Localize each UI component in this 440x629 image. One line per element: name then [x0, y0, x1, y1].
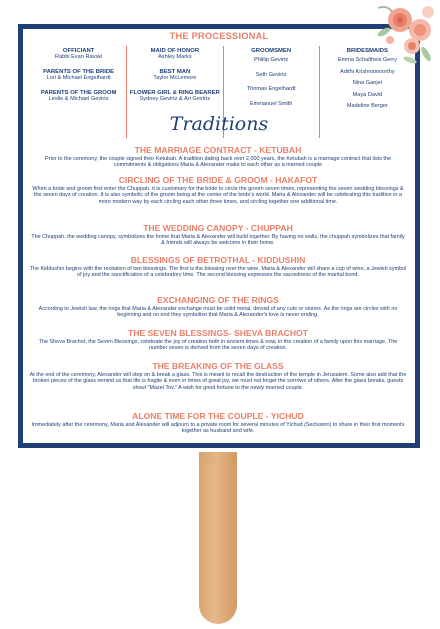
tradition-heading: EXCHANGING OF THE RINGS [157, 295, 279, 305]
tradition-text: The Sheva Brachot, the Seven Blessings, celebrate the joy of creation both in ancient times & now, in the creation of a family upon this marriage. The number seven is derived from the seven days of creation. [38, 338, 398, 352]
tradition-heading: THE MARRIAGE CONTRACT - KETUBAH [134, 145, 302, 155]
tradition-heading: BLESSINGS OF BETROTHAL - KIDDUSHIN [130, 255, 306, 265]
groomsman: Emmanuel Smith [249, 100, 293, 107]
tradition-glass [29, 361, 407, 391]
bridesmaid: Madeline Berger [346, 103, 388, 109]
tradition-yichud [29, 411, 407, 435]
role-groomsmen: GROOMSMEN [251, 48, 292, 54]
bridesmaid: Maya David [352, 91, 383, 98]
role-flower-ring: FLOWER GIRL & RING BEARER [129, 90, 220, 97]
program-fan [4, 2, 436, 462]
groomsman: Phillip Gevirtz [254, 57, 289, 63]
tradition-sheva-brachot [29, 328, 407, 352]
tradition-text: The Chuppah, the wedding canopy, symbolizes the home that Maria & Alexander will build together. By having no walls, the chuppah symbolizes that family & friends will always be welcome in their home. [31, 233, 405, 247]
name-flower-ring: Sydney Gevirtz & Ari Gevirtz [139, 96, 211, 103]
tradition-heading: THE BREAKING OF THE GLASS [152, 361, 284, 371]
tradition-text: When a bride and groom first enter the Chuppah, it is customary for the bride to circle the groom seven times, representing the seven wedding blessings & the seven days of creation. It is also symbolic of the groom being at the center of the bride's world. Maria & Alexander will be celebrating this tradition in a more modern way by each circling each other three times, and circling together one additional time. [32, 185, 404, 205]
tradition-text: Immediately after the ceremony, Maria and Alexander will adjourn to a private room for several minutes of Yichud (Seclusion) to share in their first moments together as husband and wife. [31, 421, 405, 435]
processional-title: THE PROCESSIONAL [169, 31, 269, 41]
tradition-kiddushin [29, 255, 407, 279]
bridesmaid: Adithi Krishnamoorthy [340, 68, 395, 75]
name-parents-groom: Leslie & Michael Gevirtz [48, 96, 109, 103]
name-officiant: Rabbi Evan Ravski [54, 54, 103, 60]
tradition-ketubah [29, 145, 407, 169]
tradition-text: The Kiddushin begins with the recitation of two blessings. The first is the blessing over the wine. Maria & Alexander will share a cup of wine, a Jewish symbol of joy and the sanctification of a celebratory time. The second blessing expresses the sacredness of the marital bond. [29, 265, 407, 279]
tradition-chuppah [29, 223, 407, 247]
floral-decoration-icon [370, 2, 436, 72]
tradition-heading: CIRCLING OF THE BRIDE & GROOM - HAKAFOT [118, 175, 318, 185]
name-parents-bride: Lori & Michael Engelhardt [46, 75, 111, 82]
groomsman: Thomas Engelhardt [246, 86, 296, 92]
role-parents-bride: PARENTS OF THE BRIDE [43, 69, 115, 76]
tradition-rings [29, 295, 407, 319]
name-maid-of-honor: Ashley Marks [158, 54, 192, 60]
bridesmaid: Nina Ganjei [352, 80, 382, 86]
tradition-hakafot [29, 175, 407, 205]
role-parents-groom: PARENTS OF THE GROOM [40, 90, 117, 97]
tradition-heading: THE SEVEN BLESSINGS- SHEVA BRACHOT [127, 328, 308, 338]
role-bridesmaids: BRIDESMAIDS [346, 48, 388, 54]
name-best-man: Taylor McLemore [153, 75, 197, 82]
role-maid-of-honor: MAID OF HONOR [150, 48, 200, 54]
traditions-title: Traditions [169, 113, 269, 135]
program-frame [18, 24, 420, 448]
fan-handle-stick [199, 464, 237, 624]
tradition-text: Prior to the ceremony, the couple signed their Ketubah. A tradition dating back over 2,000 years, the Ketubah is a marriage contract that lists the commitments & obligations Maria & Alexander make to each other as a married couple [45, 155, 391, 169]
tradition-heading: ALONE TIME FOR THE COUPLE - YICHUD [132, 411, 304, 421]
tradition-text: According to Jewish law, the rings that Maria & Alexander exchange must be solid metal, devoid of any cuts or stones. As the rings are circles with no beginning and no end they symbolize that Maria & Alexander's love is never ending. [38, 305, 398, 319]
bridesmaid: Emma Schultheis Gerry [337, 57, 397, 63]
role-officiant: OFFICIANT [62, 48, 95, 54]
tradition-heading: THE WEDDING CANOPY - CHUPPAH [143, 223, 293, 233]
groomsman: Seth Gevirtz [255, 71, 287, 78]
tradition-text: At the end of the ceremony, Alexander will step on & break a glass. This is meant to recall the destruction of the temple in Jerusalem. Some also add that the broken pieces of the glass remind us that life is fragile & even in times of great joy, we must not forget the sorrows of others. After the glass breaks, guests shout "Mazel Tov." A wish for good fortune to the newly married couple. [29, 371, 407, 391]
role-best-man: BEST MAN [159, 69, 191, 76]
